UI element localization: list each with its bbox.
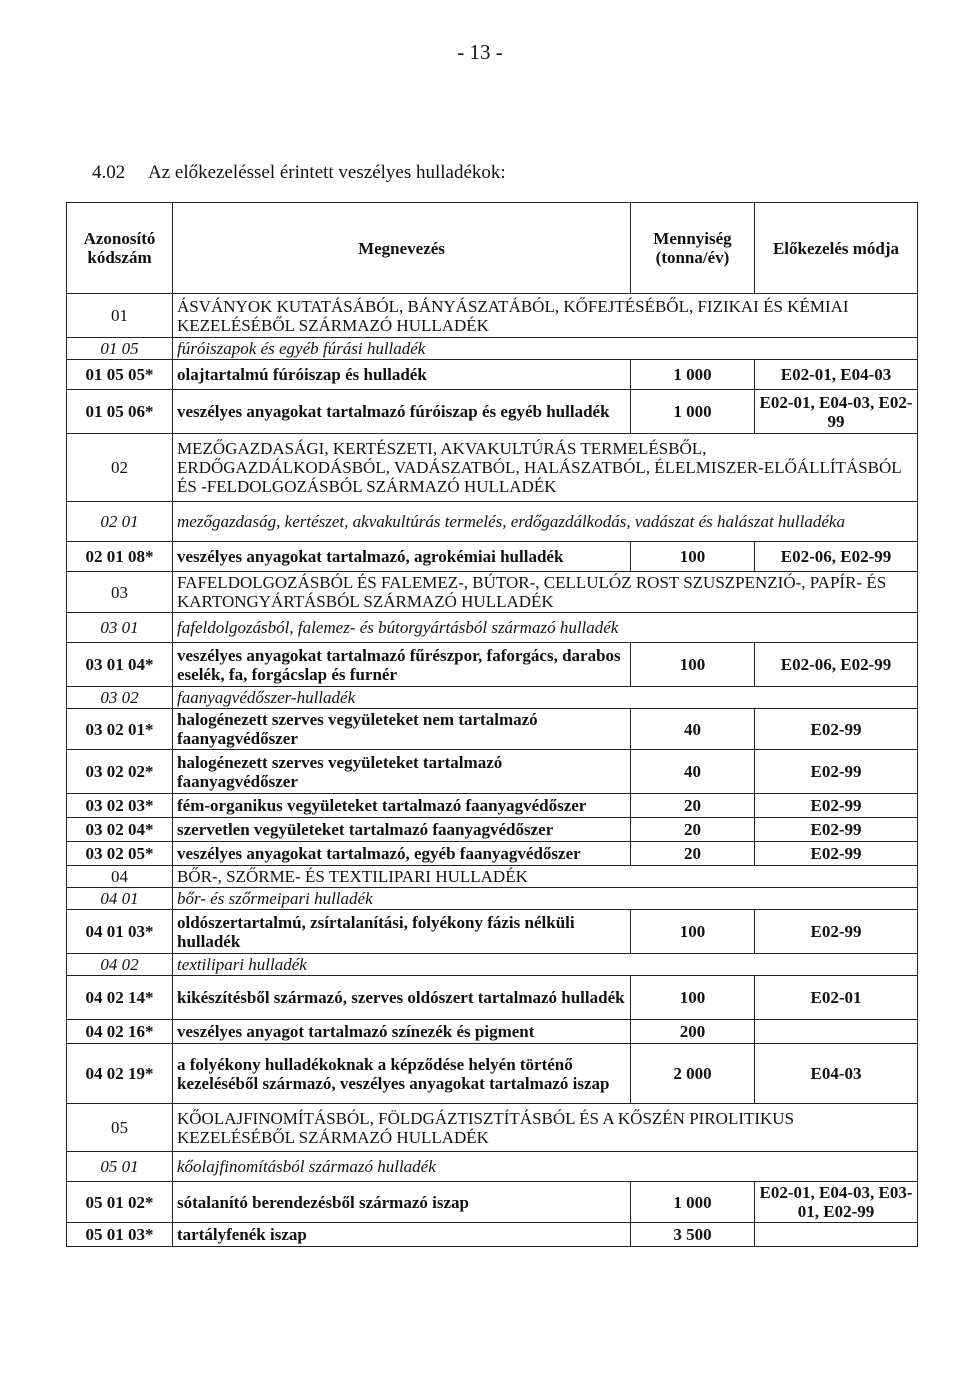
code-cell: 03 02 03* [67, 794, 173, 818]
table-header-row [67, 203, 918, 294]
chapter-row [67, 866, 918, 888]
description-cell: BŐR-, SZŐRME- ÉS TEXTILIPARI HULLADÉK [173, 866, 918, 888]
chapter-row [67, 572, 918, 613]
code-cell: 05 01 02* [67, 1182, 173, 1223]
method-cell [755, 1020, 918, 1044]
chapter-row [67, 294, 918, 338]
page-number: - 13 - [457, 40, 503, 64]
quantity-cell: 40 [631, 750, 755, 794]
chapter-row [67, 1104, 918, 1152]
method-cell: E02-06, E02-99 [755, 542, 918, 572]
code-cell: 04 01 03* [67, 910, 173, 954]
code-cell: 03 02 01* [67, 709, 173, 750]
subchapter-row [67, 613, 918, 643]
code-cell: 03 02 05* [67, 842, 173, 866]
quantity-cell: 40 [631, 709, 755, 750]
code-cell: 04 02 19* [67, 1044, 173, 1104]
method-cell: E02-99 [755, 794, 918, 818]
quantity-cell: 3 500 [631, 1223, 755, 1247]
description-cell: fafeldolgozásból, falemez- és bútorgyártásból származó hulladék [173, 613, 918, 643]
subchapter-row [67, 1152, 918, 1182]
section-title [92, 162, 506, 184]
table-row [67, 910, 918, 954]
chapter-row [67, 434, 918, 502]
code-cell: 04 02 16* [67, 1020, 173, 1044]
subchapter-row [67, 954, 918, 976]
code-cell: 03 02 04* [67, 818, 173, 842]
quantity-cell: 100 [631, 643, 755, 687]
code-cell: 05 [67, 1104, 173, 1152]
description-cell: veszélyes anyagokat tartalmazó fúróiszap és egyéb hulladék [173, 390, 631, 434]
hazardous-waste-table [66, 202, 918, 1247]
code-cell: 03 01 [67, 613, 173, 643]
description-cell: MEZŐGAZDASÁGI, KERTÉSZETI, AKVAKULTÚRÁS TERMELÉSBŐL, ERDŐGAZDÁLKODÁSBÓL, VADÁSZATBÓL, HALÁSZATBÓL, ÉLELMISZER-ELŐÁLLÍTÁSBÓL ÉS -FELDOLGOZÁSBÓL SZÁRMAZÓ HULLADÉK [173, 434, 918, 502]
table-row [67, 794, 918, 818]
method-cell: E02-99 [755, 842, 918, 866]
section-number: 4.02 [92, 162, 126, 183]
method-cell: E02-99 [755, 709, 918, 750]
table-row [67, 360, 918, 390]
description-cell: oldószertartalmú, zsírtalanítási, folyékony fázis nélküli hulladék [173, 910, 631, 954]
description-cell: sótalanító berendezésből származó iszap [173, 1182, 631, 1223]
code-cell: 05 01 [67, 1152, 173, 1182]
description-cell: halogénezett szerves vegyületeket tartalmazó faanyagvédőszer [173, 750, 631, 794]
quantity-cell: 1 000 [631, 360, 755, 390]
code-cell: 05 01 03* [67, 1223, 173, 1247]
description-cell: halogénezett szerves vegyületeket nem tartalmazó faanyagvédőszer [173, 709, 631, 750]
quantity-cell: 1 000 [631, 390, 755, 434]
description-cell: bőr- és szőrmeipari hulladék [173, 888, 918, 910]
description-cell: fúróiszapok és egyéb fúrási hulladék [173, 338, 918, 360]
code-cell: 01 05 06* [67, 390, 173, 434]
code-cell: 04 02 [67, 954, 173, 976]
quantity-cell: 100 [631, 976, 755, 1020]
table-row [67, 1020, 918, 1044]
code-cell: 02 [67, 434, 173, 502]
table-row [67, 1223, 918, 1247]
code-cell: 01 [67, 294, 173, 338]
description-cell: veszélyes anyagokat tartalmazó, agrokémiai hulladék [173, 542, 631, 572]
code-cell: 02 01 [67, 502, 173, 542]
method-cell: E02-01, E04-03 [755, 360, 918, 390]
description-cell: tartályfenék iszap [173, 1223, 631, 1247]
quantity-cell: 2 000 [631, 1044, 755, 1104]
code-cell: 03 [67, 572, 173, 613]
description-cell: veszélyes anyagot tartalmazó színezék és pigment [173, 1020, 631, 1044]
method-cell: E02-01 [755, 976, 918, 1020]
description-cell: mezőgazdaság, kertészet, akvakultúrás termelés, erdőgazdálkodás, vadászat és halászat hulladéka [173, 502, 918, 542]
quantity-cell: 100 [631, 910, 755, 954]
table-row [67, 976, 918, 1020]
description-cell: olajtartalmú fúróiszap és hulladék [173, 360, 631, 390]
description-cell: kikészítésből származó, szerves oldószert tartalmazó hulladék [173, 976, 631, 1020]
description-cell: KŐOLAJFINOMÍTÁSBÓL, FÖLDGÁZTISZTÍTÁSBÓL ÉS A KŐSZÉN PIROLITIKUS KEZELÉSÉBŐL SZÁRMAZÓ HULLADÉK [173, 1104, 918, 1152]
method-cell: E04-03 [755, 1044, 918, 1104]
description-cell: faanyagvédőszer-hulladék [173, 687, 918, 709]
description-cell: veszélyes anyagokat tartalmazó fűrészpor, faforgács, darabos eselék, fa, forgácslap és furnér [173, 643, 631, 687]
table-row [67, 643, 918, 687]
subchapter-row [67, 888, 918, 910]
method-cell: E02-01, E04-03, E02-99 [755, 390, 918, 434]
code-cell: 03 02 [67, 687, 173, 709]
quantity-cell: 20 [631, 842, 755, 866]
subchapter-row [67, 338, 918, 360]
description-cell: textilipari hulladék [173, 954, 918, 976]
table-row [67, 818, 918, 842]
method-cell: E02-01, E04-03, E03-01, E02-99 [755, 1182, 918, 1223]
description-cell: fém-organikus vegyületeket tartalmazó faanyagvédőszer [173, 794, 631, 818]
method-cell: E02-06, E02-99 [755, 643, 918, 687]
code-cell: 03 01 04* [67, 643, 173, 687]
description-cell: FAFELDOLGOZÁSBÓL ÉS FALEMEZ-, BÚTOR-, CELLULÓZ ROST SZUSZPENZIÓ-, PAPÍR- ÉS KARTONGYÁRTÁSBÓL SZÁRMAZÓ HULLADÉK [173, 572, 918, 613]
table-row [67, 542, 918, 572]
table-row [67, 1044, 918, 1104]
table-row [67, 750, 918, 794]
description-cell: veszélyes anyagokat tartalmazó, egyéb faanyagvédőszer [173, 842, 631, 866]
code-cell: 04 01 [67, 888, 173, 910]
description-cell: szervetlen vegyületeket tartalmazó faanyagvédőszer [173, 818, 631, 842]
table-row [67, 390, 918, 434]
subchapter-row [67, 687, 918, 709]
method-cell: E02-99 [755, 750, 918, 794]
table-row [67, 1182, 918, 1223]
code-cell: 04 02 14* [67, 976, 173, 1020]
method-cell: E02-99 [755, 910, 918, 954]
table-row [67, 709, 918, 750]
description-cell: ÁSVÁNYOK KUTATÁSÁBÓL, BÁNYÁSZATÁBÓL, KŐFEJTÉSÉBŐL, FIZIKAI ÉS KÉMIAI KEZELÉSÉBŐL SZÁRMAZÓ HULLADÉK [173, 294, 918, 338]
header-quantity: Mennyiség (tonna/év) [631, 203, 755, 294]
header-method: Előkezelés módja [755, 203, 918, 294]
header-name: Megnevezés [173, 203, 631, 294]
table-row [67, 842, 918, 866]
quantity-cell: 1 000 [631, 1182, 755, 1223]
code-cell: 01 05 05* [67, 360, 173, 390]
code-cell: 02 01 08* [67, 542, 173, 572]
section-title-text: Az előkezeléssel érintett veszélyes hulladékok: [148, 162, 506, 183]
subchapter-row [67, 502, 918, 542]
code-cell: 01 05 [67, 338, 173, 360]
quantity-cell: 200 [631, 1020, 755, 1044]
quantity-cell: 100 [631, 542, 755, 572]
code-cell: 03 02 02* [67, 750, 173, 794]
code-cell: 04 [67, 866, 173, 888]
description-cell: kőolajfinomításból származó hulladék [173, 1152, 918, 1182]
method-cell: E02-99 [755, 818, 918, 842]
quantity-cell: 20 [631, 794, 755, 818]
method-cell [755, 1223, 918, 1247]
description-cell: a folyékony hulladékoknak a képződése helyén történő kezeléséből származó, veszélyes anyagokat tartalmazó iszap [173, 1044, 631, 1104]
header-code: Azonosító kódszám [67, 203, 173, 294]
quantity-cell: 20 [631, 818, 755, 842]
